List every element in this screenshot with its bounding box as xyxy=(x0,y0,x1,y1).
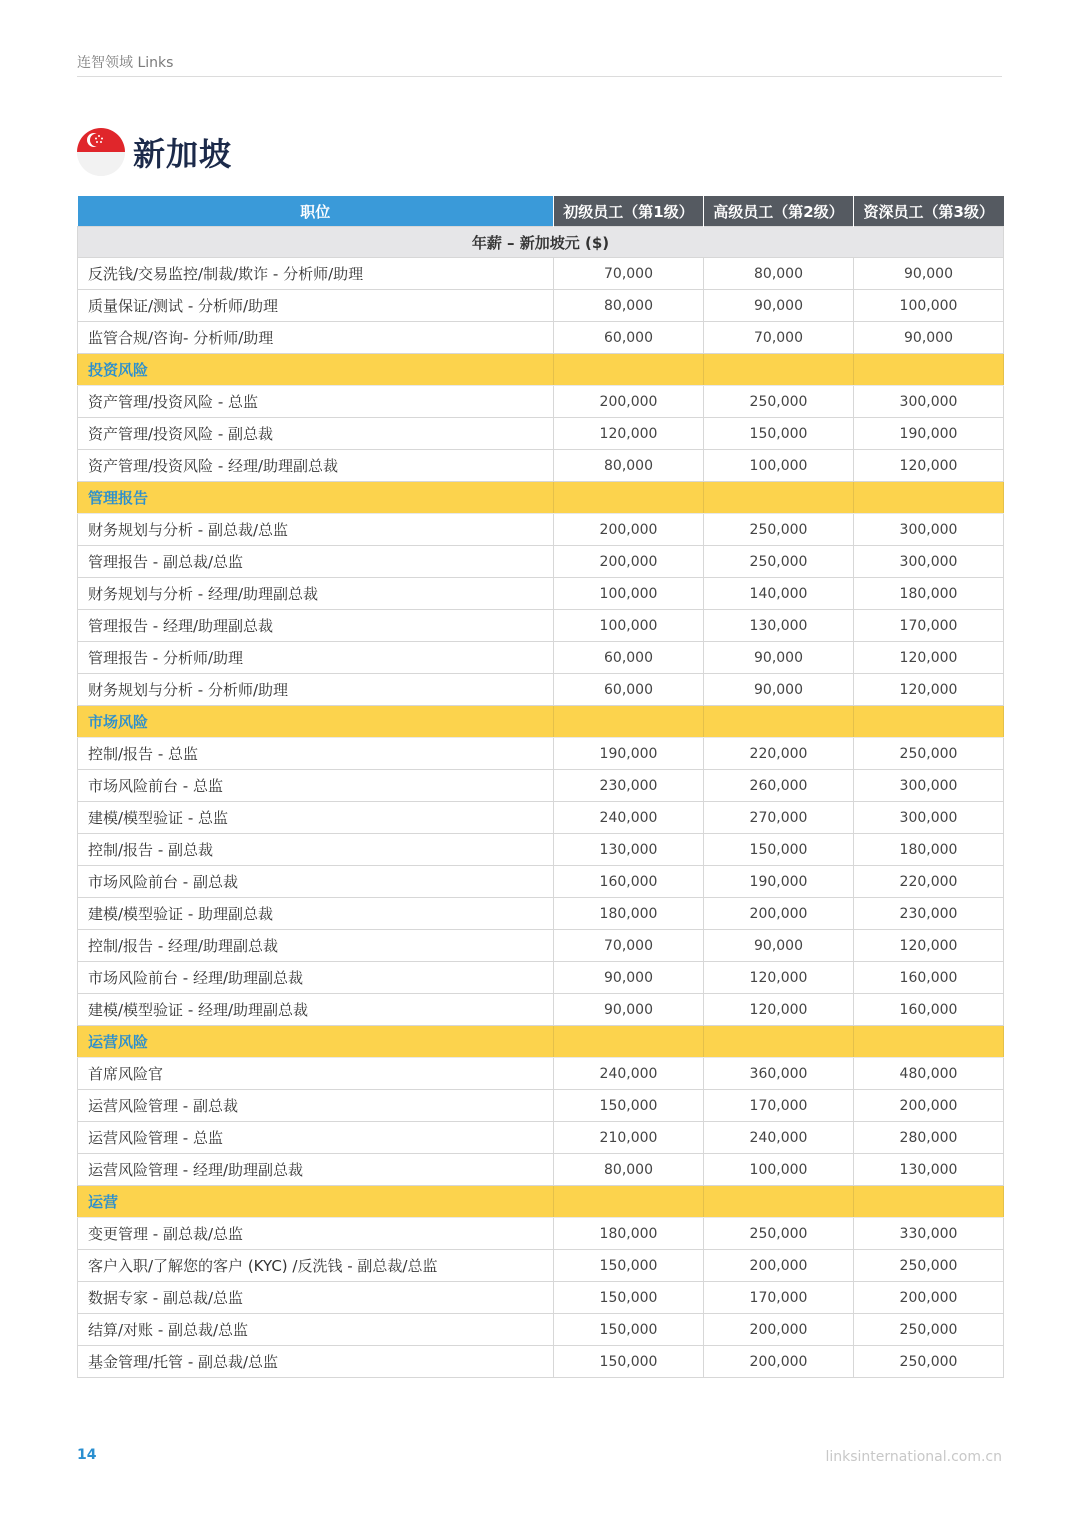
job-title-cell: 财务规划与分析 - 分析师/助理 xyxy=(78,674,554,706)
salary-level-3-cell: 90,000 xyxy=(854,322,1004,354)
salary-level-3-cell: 120,000 xyxy=(854,450,1004,482)
salary-level-1-cell: 120,000 xyxy=(554,418,704,450)
page-title: 新加坡 xyxy=(133,135,233,173)
salary-level-1-cell: 80,000 xyxy=(554,450,704,482)
salary-level-2-cell: 200,000 xyxy=(704,1346,854,1378)
salary-level-1-cell: 160,000 xyxy=(554,866,704,898)
salary-level-3-cell: 480,000 xyxy=(854,1058,1004,1090)
salary-level-2-cell: 250,000 xyxy=(704,546,854,578)
salary-level-1-cell: 200,000 xyxy=(554,514,704,546)
table-row xyxy=(78,1058,1004,1090)
table-row xyxy=(78,866,1004,898)
job-title-cell: 运营风险管理 - 经理/助理副总裁 xyxy=(78,1154,554,1186)
table-row xyxy=(78,1154,1004,1186)
salary-level-3-cell: 300,000 xyxy=(854,802,1004,834)
job-title-cell: 建模/模型验证 - 经理/助理副总裁 xyxy=(78,994,554,1026)
salary-level-3-cell: 130,000 xyxy=(854,1154,1004,1186)
salary-level-1-cell: 90,000 xyxy=(554,962,704,994)
salary-level-3-cell: 200,000 xyxy=(854,1282,1004,1314)
job-title-cell: 控制/报告 - 经理/助理副总裁 xyxy=(78,930,554,962)
job-title-cell: 反洗钱/交易监控/制裁/欺诈 - 分析师/助理 xyxy=(78,258,554,290)
table-row xyxy=(78,834,1004,866)
salary-level-2-cell: 190,000 xyxy=(704,866,854,898)
salary-level-2-cell: 90,000 xyxy=(704,290,854,322)
job-title-cell: 质量保证/测试 - 分析师/助理 xyxy=(78,290,554,322)
job-title-cell: 管理报告 - 副总裁/总监 xyxy=(78,546,554,578)
salary-level-2-cell: 200,000 xyxy=(704,898,854,930)
section-empty-cell xyxy=(704,482,854,514)
salary-level-1-cell: 90,000 xyxy=(554,994,704,1026)
salary-level-1-cell: 200,000 xyxy=(554,386,704,418)
salary-level-2-cell: 90,000 xyxy=(704,674,854,706)
section-empty-cell xyxy=(554,482,704,514)
salary-level-2-cell: 100,000 xyxy=(704,450,854,482)
table-row xyxy=(78,1282,1004,1314)
table-row xyxy=(78,418,1004,450)
table-row xyxy=(78,450,1004,482)
salary-level-3-cell: 300,000 xyxy=(854,386,1004,418)
table-row xyxy=(78,578,1004,610)
table-row xyxy=(78,642,1004,674)
salary-level-3-cell: 160,000 xyxy=(854,994,1004,1026)
table-row xyxy=(78,1122,1004,1154)
salary-level-3-cell: 120,000 xyxy=(854,674,1004,706)
section-empty-cell xyxy=(554,1186,704,1218)
salary-level-2-cell: 140,000 xyxy=(704,578,854,610)
job-title-cell: 资产管理/投资风险 - 总监 xyxy=(78,386,554,418)
section-row xyxy=(78,1026,1004,1058)
salary-level-1-cell: 150,000 xyxy=(554,1090,704,1122)
table-row xyxy=(78,738,1004,770)
salary-level-1-cell: 100,000 xyxy=(554,578,704,610)
salary-level-2-cell: 120,000 xyxy=(704,962,854,994)
table-row xyxy=(78,322,1004,354)
salary-level-2-cell: 80,000 xyxy=(704,258,854,290)
section-empty-cell xyxy=(854,706,1004,738)
salary-level-3-cell: 300,000 xyxy=(854,546,1004,578)
section-empty-cell xyxy=(854,482,1004,514)
job-title-cell: 建模/模型验证 - 助理副总裁 xyxy=(78,898,554,930)
job-title-cell: 运营风险管理 - 总监 xyxy=(78,1122,554,1154)
table-row xyxy=(78,802,1004,834)
salary-level-1-cell: 190,000 xyxy=(554,738,704,770)
salary-level-1-cell: 70,000 xyxy=(554,258,704,290)
salary-level-1-cell: 230,000 xyxy=(554,770,704,802)
salary-level-3-cell: 90,000 xyxy=(854,258,1004,290)
salary-level-3-cell: 220,000 xyxy=(854,866,1004,898)
salary-level-2-cell: 270,000 xyxy=(704,802,854,834)
salary-level-3-cell: 180,000 xyxy=(854,834,1004,866)
table-row xyxy=(78,1250,1004,1282)
salary-level-2-cell: 250,000 xyxy=(704,514,854,546)
salary-level-3-cell: 230,000 xyxy=(854,898,1004,930)
table-row xyxy=(78,290,1004,322)
header-level-2: 高级员工（第2级） xyxy=(704,196,854,227)
job-title-cell: 变更管理 - 副总裁/总监 xyxy=(78,1218,554,1250)
salary-level-1-cell: 80,000 xyxy=(554,290,704,322)
salary-level-3-cell: 250,000 xyxy=(854,1314,1004,1346)
salary-level-3-cell: 120,000 xyxy=(854,930,1004,962)
header-level-3: 资深员工（第3级） xyxy=(854,196,1004,227)
salary-level-3-cell: 280,000 xyxy=(854,1122,1004,1154)
job-title-cell: 财务规划与分析 - 经理/助理副总裁 xyxy=(78,578,554,610)
section-empty-cell xyxy=(554,706,704,738)
salary-level-2-cell: 250,000 xyxy=(704,386,854,418)
table-row xyxy=(78,1346,1004,1378)
salary-table xyxy=(77,196,1004,1378)
salary-level-2-cell: 120,000 xyxy=(704,994,854,1026)
section-label: 运营 xyxy=(78,1186,554,1218)
section-empty-cell xyxy=(854,354,1004,386)
section-label: 投资风险 xyxy=(78,354,554,386)
salary-level-3-cell: 300,000 xyxy=(854,770,1004,802)
salary-level-1-cell: 60,000 xyxy=(554,642,704,674)
salary-level-2-cell: 150,000 xyxy=(704,834,854,866)
job-title-cell: 市场风险前台 - 副总裁 xyxy=(78,866,554,898)
job-title-cell: 市场风险前台 - 总监 xyxy=(78,770,554,802)
salary-level-3-cell: 190,000 xyxy=(854,418,1004,450)
salary-level-1-cell: 200,000 xyxy=(554,546,704,578)
salary-level-3-cell: 170,000 xyxy=(854,610,1004,642)
salary-level-3-cell: 250,000 xyxy=(854,1346,1004,1378)
salary-level-1-cell: 150,000 xyxy=(554,1250,704,1282)
job-title-cell: 数据专家 - 副总裁/总监 xyxy=(78,1282,554,1314)
header-divider xyxy=(77,76,1002,77)
job-title-cell: 控制/报告 - 副总裁 xyxy=(78,834,554,866)
job-title-cell: 管理报告 - 经理/助理副总裁 xyxy=(78,610,554,642)
salary-level-1-cell: 150,000 xyxy=(554,1346,704,1378)
section-empty-cell xyxy=(704,706,854,738)
table-row xyxy=(78,962,1004,994)
salary-level-1-cell: 70,000 xyxy=(554,930,704,962)
job-title-cell: 资产管理/投资风险 - 副总裁 xyxy=(78,418,554,450)
section-empty-cell xyxy=(704,1186,854,1218)
section-empty-cell xyxy=(704,354,854,386)
salary-level-2-cell: 70,000 xyxy=(704,322,854,354)
salary-level-3-cell: 300,000 xyxy=(854,514,1004,546)
section-row xyxy=(78,354,1004,386)
salary-level-1-cell: 60,000 xyxy=(554,322,704,354)
section-label: 市场风险 xyxy=(78,706,554,738)
salary-level-3-cell: 330,000 xyxy=(854,1218,1004,1250)
salary-level-2-cell: 260,000 xyxy=(704,770,854,802)
job-title-cell: 建模/模型验证 - 总监 xyxy=(78,802,554,834)
table-row xyxy=(78,514,1004,546)
job-title-cell: 结算/对账 - 副总裁/总监 xyxy=(78,1314,554,1346)
table-row xyxy=(78,898,1004,930)
section-empty-cell xyxy=(854,1026,1004,1058)
salary-level-1-cell: 130,000 xyxy=(554,834,704,866)
salary-level-1-cell: 240,000 xyxy=(554,802,704,834)
salary-level-2-cell: 100,000 xyxy=(704,1154,854,1186)
job-title-cell: 运营风险管理 - 副总裁 xyxy=(78,1090,554,1122)
job-title-cell: 资产管理/投资风险 - 经理/助理副总裁 xyxy=(78,450,554,482)
salary-level-1-cell: 150,000 xyxy=(554,1282,704,1314)
table-row xyxy=(78,994,1004,1026)
salary-level-2-cell: 150,000 xyxy=(704,418,854,450)
salary-level-2-cell: 360,000 xyxy=(704,1058,854,1090)
salary-level-1-cell: 180,000 xyxy=(554,1218,704,1250)
salary-level-2-cell: 170,000 xyxy=(704,1090,854,1122)
header-level-1: 初级员工（第1级） xyxy=(554,196,704,227)
salary-level-2-cell: 90,000 xyxy=(704,642,854,674)
salary-level-1-cell: 80,000 xyxy=(554,1154,704,1186)
job-title-cell: 监管合规/咨询- 分析师/助理 xyxy=(78,322,554,354)
section-row xyxy=(78,1186,1004,1218)
section-empty-cell xyxy=(704,1026,854,1058)
salary-level-2-cell: 170,000 xyxy=(704,1282,854,1314)
table-header-row xyxy=(78,196,1004,227)
job-title-cell: 基金管理/托管 - 副总裁/总监 xyxy=(78,1346,554,1378)
salary-level-3-cell: 160,000 xyxy=(854,962,1004,994)
table-row xyxy=(78,674,1004,706)
table-row xyxy=(78,1218,1004,1250)
table-row xyxy=(78,930,1004,962)
section-label: 运营风险 xyxy=(78,1026,554,1058)
section-empty-cell xyxy=(854,1186,1004,1218)
salary-level-2-cell: 200,000 xyxy=(704,1250,854,1282)
table-subheader-row xyxy=(78,227,1004,258)
section-row xyxy=(78,482,1004,514)
salary-level-1-cell: 180,000 xyxy=(554,898,704,930)
salary-level-3-cell: 100,000 xyxy=(854,290,1004,322)
table-body xyxy=(78,258,1004,1378)
section-empty-cell xyxy=(554,1026,704,1058)
table-row xyxy=(78,610,1004,642)
salary-level-3-cell: 180,000 xyxy=(854,578,1004,610)
salary-level-2-cell: 250,000 xyxy=(704,1218,854,1250)
page-number: 14 xyxy=(77,1447,97,1463)
job-title-cell: 管理报告 - 分析师/助理 xyxy=(78,642,554,674)
job-title-cell: 市场风险前台 - 经理/助理副总裁 xyxy=(78,962,554,994)
table-row xyxy=(78,258,1004,290)
salary-level-2-cell: 220,000 xyxy=(704,738,854,770)
header-position: 职位 xyxy=(78,196,554,227)
singapore-flag-icon xyxy=(77,128,125,176)
table-row xyxy=(78,1090,1004,1122)
table-row xyxy=(78,1314,1004,1346)
section-empty-cell xyxy=(554,354,704,386)
table-row xyxy=(78,770,1004,802)
table-row xyxy=(78,546,1004,578)
salary-level-1-cell: 240,000 xyxy=(554,1058,704,1090)
salary-level-1-cell: 60,000 xyxy=(554,674,704,706)
website-url: linksinternational.com.cn xyxy=(825,1449,1002,1465)
salary-level-2-cell: 90,000 xyxy=(704,930,854,962)
salary-level-2-cell: 130,000 xyxy=(704,610,854,642)
page-title-block xyxy=(77,128,232,176)
salary-level-2-cell: 200,000 xyxy=(704,1314,854,1346)
section-label: 管理报告 xyxy=(78,482,554,514)
salary-level-1-cell: 150,000 xyxy=(554,1314,704,1346)
section-row xyxy=(78,706,1004,738)
salary-level-3-cell: 200,000 xyxy=(854,1090,1004,1122)
salary-level-1-cell: 100,000 xyxy=(554,610,704,642)
job-title-cell: 财务规划与分析 - 副总裁/总监 xyxy=(78,514,554,546)
salary-level-1-cell: 210,000 xyxy=(554,1122,704,1154)
job-title-cell: 控制/报告 - 总监 xyxy=(78,738,554,770)
job-title-cell: 首席风险官 xyxy=(78,1058,554,1090)
salary-level-2-cell: 240,000 xyxy=(704,1122,854,1154)
table-row xyxy=(78,386,1004,418)
salary-currency-label: 年薪 – 新加坡元 ($) xyxy=(78,227,1004,258)
salary-level-3-cell: 250,000 xyxy=(854,738,1004,770)
salary-level-3-cell: 250,000 xyxy=(854,1250,1004,1282)
header-brand: 连智领域 Links xyxy=(77,55,174,71)
salary-level-3-cell: 120,000 xyxy=(854,642,1004,674)
job-title-cell: 客户入职/了解您的客户 (KYC) /反洗钱 - 副总裁/总监 xyxy=(78,1250,554,1282)
